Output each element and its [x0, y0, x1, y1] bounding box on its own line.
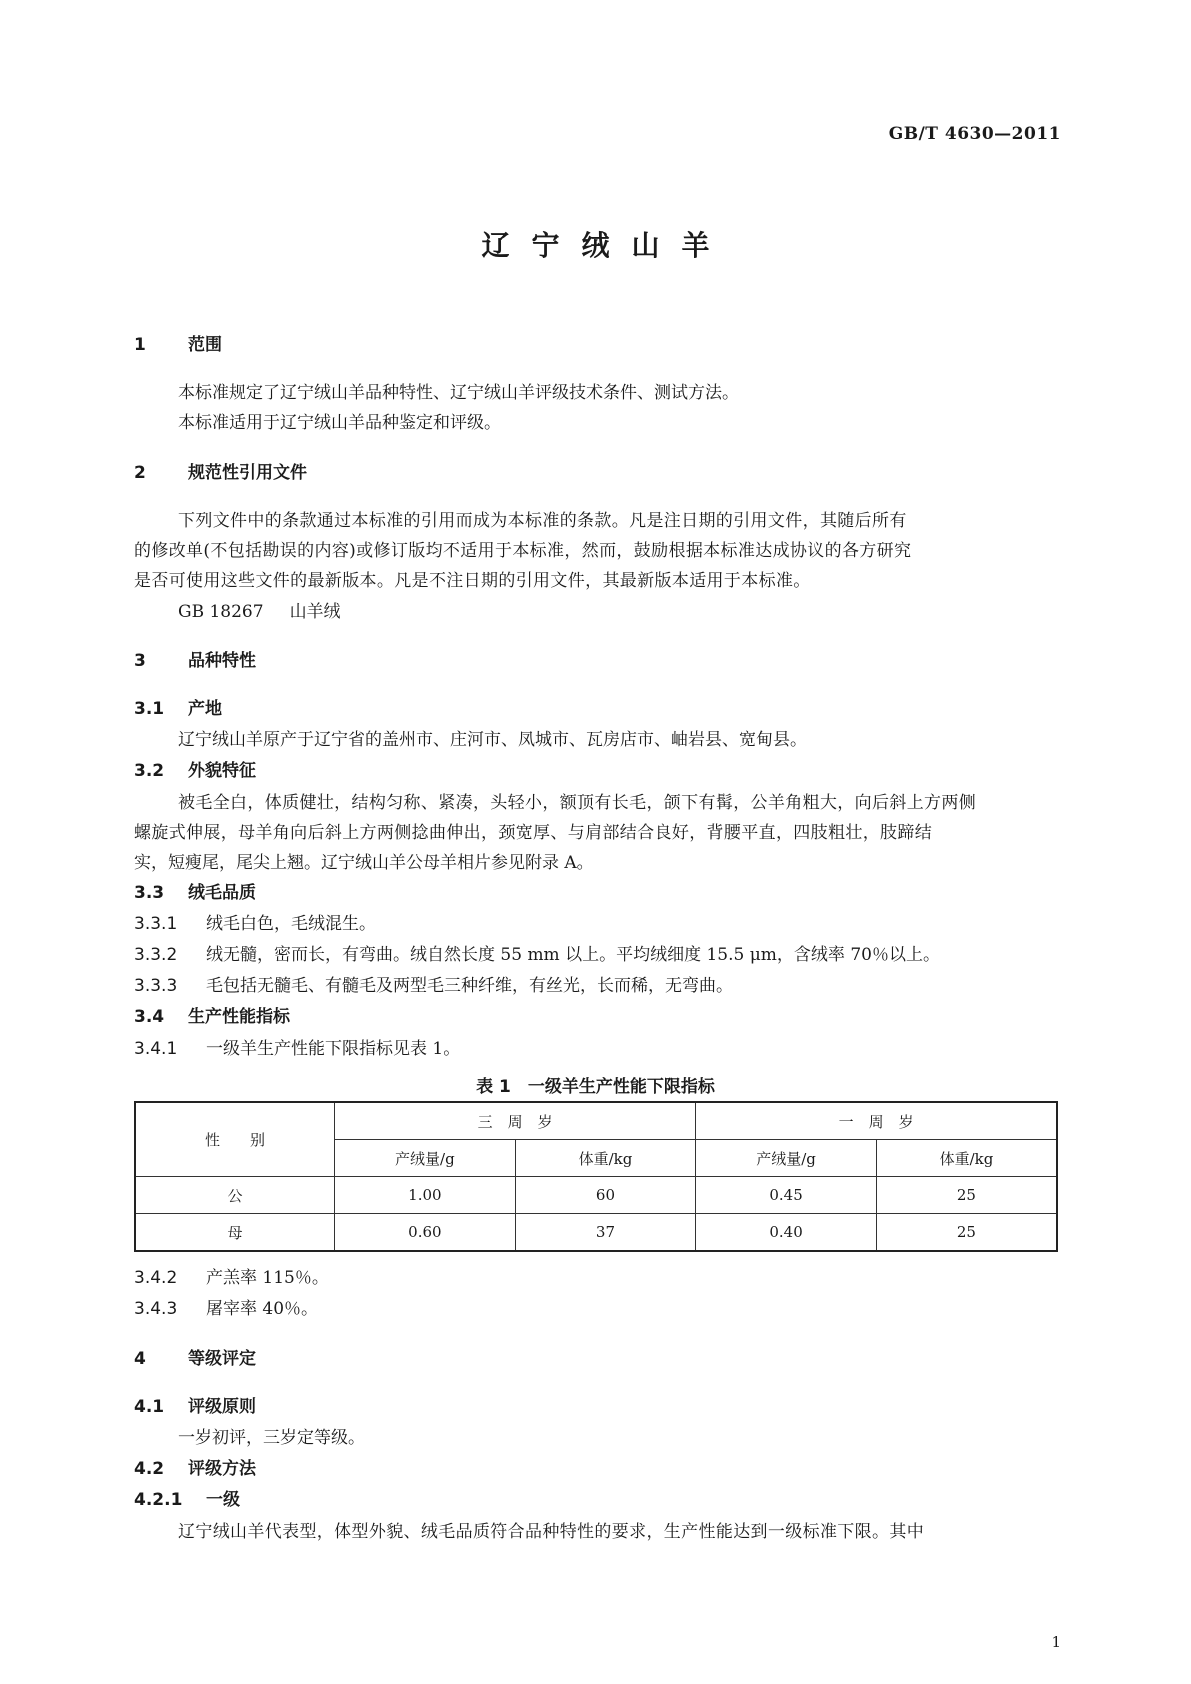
paragraph: 本标准规定了辽宁绒山羊品种特性、辽宁绒山羊评级技术条件、测试方法。 — [178, 383, 739, 403]
subsection-3-3-heading — [134, 878, 256, 903]
paragraph: 辽宁绒山羊代表型，体型外貌、绒毛品质符合品种特性的要求，生产性能达到一级标准下限。其中 — [178, 1522, 925, 1542]
table-header-yield: 产绒量/g — [696, 1140, 877, 1177]
section-number: 2 — [134, 463, 146, 483]
paragraph: 一岁初评，三岁定等级。 — [178, 1428, 365, 1448]
section-number: 4 — [134, 1349, 146, 1369]
page-number: 1 — [1051, 1633, 1061, 1651]
section-2-heading — [134, 458, 307, 483]
subsection-title: 一级 — [206, 1490, 240, 1510]
clause-3-4-1 — [134, 1034, 460, 1059]
table-header-sex: 性 别 — [135, 1102, 335, 1177]
table-header-row — [135, 1102, 1057, 1140]
standard-code: GB/T 4630—2011 — [888, 124, 1061, 144]
subsection-number: 4.1 — [134, 1397, 165, 1417]
clause-text: 屠宰率 40％。 — [206, 1299, 319, 1319]
reference-name: 山羊绒 — [289, 602, 341, 622]
clause-number: 3.3.1 — [134, 914, 178, 934]
clause-text: 产羔率 115％。 — [206, 1268, 329, 1288]
paragraph-line: 是否可使用这些文件的最新版本。凡是不注日期的引用文件，其最新版本适用于本标准。 — [134, 571, 811, 591]
subsection-4-1-heading — [134, 1392, 256, 1417]
table-header-weight: 体重/kg — [515, 1140, 696, 1177]
paragraph-line: 下列文件中的条款通过本标准的引用而成为本标准的条款。凡是注日期的引用文件，其随后所有 — [178, 511, 907, 531]
subsection-4-2-heading — [134, 1454, 256, 1479]
table-cell-sex: 公 — [135, 1177, 335, 1214]
table-cell-weight-3y: 37 — [515, 1214, 696, 1252]
subsection-title: 评级原则 — [188, 1397, 256, 1417]
clause-number: 3.4.2 — [134, 1268, 178, 1288]
subsection-number: 3.2 — [134, 761, 165, 781]
table-header-weight: 体重/kg — [876, 1140, 1057, 1177]
subsection-3-4-heading — [134, 1002, 290, 1027]
paragraph-line: 螺旋式伸展，母羊角向后斜上方两侧捻曲伸出，颈宽厚、与肩部结合良好，背腰平直，四肢粗壮，肢蹄结 — [134, 823, 933, 843]
subsection-title: 生产性能指标 — [188, 1007, 290, 1027]
subsection-title: 评级方法 — [188, 1459, 256, 1479]
table-1-production-indicators — [134, 1101, 1058, 1252]
clause-3-4-2 — [134, 1263, 329, 1288]
paragraph: 本标准适用于辽宁绒山羊品种鉴定和评级。 — [178, 413, 501, 433]
table-cell-sex: 母 — [135, 1214, 335, 1252]
subsection-title: 产地 — [188, 699, 222, 719]
table-cell-yield-1y: 0.40 — [696, 1214, 877, 1252]
section-number: 3 — [134, 651, 146, 671]
normative-reference — [178, 597, 341, 622]
clause-number: 3.4.3 — [134, 1299, 178, 1319]
clause-3-4-3 — [134, 1294, 318, 1319]
table-cell-yield-3y: 0.60 — [335, 1214, 516, 1252]
section-4-heading — [134, 1344, 256, 1369]
clause-text: 一级羊生产性能下限指标见表 1。 — [206, 1039, 461, 1059]
subsection-4-2-1-heading — [134, 1485, 240, 1510]
clause-number: 3.4.1 — [134, 1039, 178, 1059]
table-1-caption: 表 1 一级羊生产性能下限指标 — [476, 1077, 715, 1097]
clause-3-3-2 — [134, 940, 940, 965]
subsection-title: 外貌特征 — [188, 761, 256, 781]
subsection-3-2-heading — [134, 756, 256, 781]
section-title: 等级评定 — [188, 1349, 256, 1369]
subsection-3-1-heading — [134, 694, 222, 719]
paragraph-line: 被毛全白，体质健壮，结构匀称、紧凑，头轻小，额顶有长毛，颌下有髯，公羊角粗大，向后斜上方两侧 — [178, 793, 977, 813]
clause-text: 绒毛白色，毛绒混生。 — [206, 914, 376, 934]
clause-3-3-1 — [134, 909, 376, 934]
table-cell-weight-1y: 25 — [876, 1214, 1057, 1252]
subsection-number: 3.1 — [134, 699, 165, 719]
subsection-title: 绒毛品质 — [188, 883, 256, 903]
subsection-number: 3.3 — [134, 883, 165, 903]
paragraph-line: 实，短瘦尾，尾尖上翘。辽宁绒山羊公母羊相片参见附录 A。 — [134, 853, 594, 873]
document-title: 辽宁绒山羊 — [481, 229, 732, 262]
clause-text: 毛包括无髓毛、有髓毛及两型毛三种纤维，有丝光，长而稀，无弯曲。 — [206, 976, 733, 996]
section-3-heading — [134, 646, 256, 671]
clause-number: 3.3.2 — [134, 945, 178, 965]
subsection-number: 3.4 — [134, 1007, 165, 1027]
section-1-heading — [134, 330, 222, 355]
table-header-one-year: 一 周 岁 — [696, 1102, 1057, 1140]
section-title: 品种特性 — [188, 651, 256, 671]
section-title: 规范性引用文件 — [188, 463, 307, 483]
clause-3-3-3 — [134, 971, 733, 996]
table-cell-yield-3y: 1.00 — [335, 1177, 516, 1214]
table-header-yield: 产绒量/g — [335, 1140, 516, 1177]
section-title: 范围 — [188, 335, 222, 355]
reference-code: GB 18267 — [178, 602, 264, 622]
subsection-number: 4.2 — [134, 1459, 165, 1479]
section-number: 1 — [134, 335, 146, 355]
clause-text: 绒无髓，密而长，有弯曲。绒自然长度 55 mm 以上。平均绒细度 15.5 μm，含绒率 70％以上。 — [206, 945, 940, 965]
table-header-three-years: 三 周 岁 — [335, 1102, 696, 1140]
clause-number: 3.3.3 — [134, 976, 178, 996]
table-row — [135, 1177, 1057, 1214]
subsection-number: 4.2.1 — [134, 1490, 183, 1510]
paragraph-line: 的修改单(不包括勘误的内容)或修订版均不适用于本标准，然而，鼓励根据本标准达成协议的各方研究 — [134, 541, 912, 561]
paragraph: 辽宁绒山羊原产于辽宁省的盖州市、庄河市、凤城市、瓦房店市、岫岩县、宽甸县。 — [178, 730, 807, 750]
table-row — [135, 1214, 1057, 1252]
table-cell-yield-1y: 0.45 — [696, 1177, 877, 1214]
table-cell-weight-3y: 60 — [515, 1177, 696, 1214]
table-cell-weight-1y: 25 — [876, 1177, 1057, 1214]
